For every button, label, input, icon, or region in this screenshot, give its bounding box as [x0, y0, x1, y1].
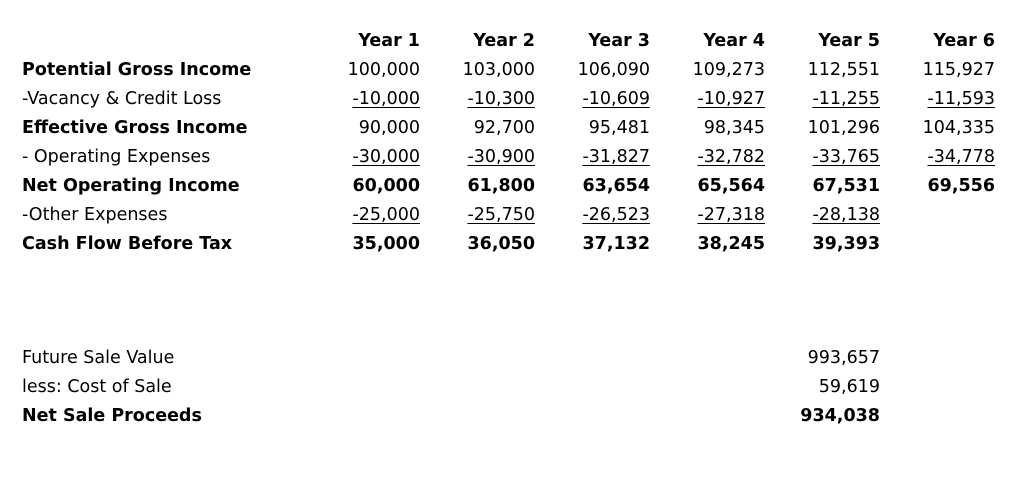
value-cell: 92,700	[473, 118, 535, 138]
value-text: -30,000	[352, 147, 420, 167]
row-label: Cash Flow Before Tax	[22, 234, 233, 254]
other-expenses-row	[0, 201, 1024, 230]
value-cell	[655, 85, 765, 114]
year-1-header: Year 1	[358, 31, 420, 51]
value-text: -33,765	[812, 147, 880, 167]
value-cell: 95,481	[588, 118, 650, 138]
value-cell	[425, 143, 535, 172]
year-3-header: Year 3	[588, 31, 650, 51]
value-text: -32,782	[697, 147, 765, 167]
row-label: -Vacancy & Credit Loss	[22, 89, 222, 109]
value-cell: 934,038	[800, 406, 880, 426]
value-cell	[885, 85, 995, 114]
value-cell	[655, 201, 765, 230]
value-text: -10,000	[352, 89, 420, 109]
value-cell: 98,345	[703, 118, 765, 138]
value-cell	[770, 201, 880, 230]
row-label: Net Operating Income	[22, 176, 240, 196]
value-text: -25,750	[467, 205, 535, 225]
net-sale-proceeds-row	[0, 402, 1024, 431]
value-text: -27,318	[697, 205, 765, 225]
value-cell: 36,050	[467, 234, 535, 254]
value-cell: 60,000	[352, 176, 420, 196]
value-text: -11,593	[927, 89, 995, 109]
year-2-header: Year 2	[473, 31, 535, 51]
value-cell: 67,531	[812, 176, 880, 196]
row-label: Future Sale Value	[22, 348, 175, 368]
value-cell: 63,654	[582, 176, 650, 196]
row-label: - Operating Expenses	[22, 147, 211, 167]
value-text: -10,300	[467, 89, 535, 109]
effective-gross-income-row	[0, 114, 1024, 143]
value-text: -10,609	[582, 89, 650, 109]
value-cell: 69,556	[927, 176, 995, 196]
value-cell: 59,619	[818, 377, 880, 397]
value-cell: 65,564	[697, 176, 765, 196]
value-text: -30,900	[467, 147, 535, 167]
value-text: -28,138	[812, 205, 880, 225]
potential-gross-income-row	[0, 56, 1024, 85]
value-text: -11,255	[812, 89, 880, 109]
vacancy-credit-loss-row	[0, 85, 1024, 114]
value-text: -34,778	[927, 147, 995, 167]
value-cell	[540, 201, 650, 230]
value-cell	[310, 143, 420, 172]
value-text: -26,523	[582, 205, 650, 225]
value-cell	[310, 201, 420, 230]
net-operating-income-row	[0, 172, 1024, 201]
value-cell: 112,551	[807, 60, 880, 80]
value-cell: 38,245	[697, 234, 765, 254]
value-text: -31,827	[582, 147, 650, 167]
value-cell: 90,000	[358, 118, 420, 138]
value-cell	[540, 85, 650, 114]
value-cell	[770, 143, 880, 172]
value-cell: 61,800	[467, 176, 535, 196]
row-label: less: Cost of Sale	[22, 377, 172, 397]
future-sale-value-row	[0, 344, 1024, 373]
value-cell	[655, 143, 765, 172]
value-cell	[770, 85, 880, 114]
value-cell: 100,000	[347, 60, 420, 80]
value-cell: 103,000	[462, 60, 535, 80]
row-label: Net Sale Proceeds	[22, 406, 202, 426]
value-cell: 101,296	[807, 118, 880, 138]
year-6-header: Year 6	[933, 31, 995, 51]
row-label: Effective Gross Income	[22, 118, 248, 138]
value-cell: 104,335	[922, 118, 995, 138]
row-label: Potential Gross Income	[22, 60, 252, 80]
header-row	[0, 27, 1024, 56]
value-cell: 35,000	[352, 234, 420, 254]
cash-flow-before-tax-row	[0, 230, 1024, 259]
value-cell: 39,393	[812, 234, 880, 254]
value-cell: 106,090	[577, 60, 650, 80]
value-cell: 115,927	[922, 60, 995, 80]
year-4-header: Year 4	[703, 31, 765, 51]
value-cell	[885, 143, 995, 172]
row-label: -Other Expenses	[22, 205, 168, 225]
value-cell	[425, 85, 535, 114]
value-cell: 109,273	[692, 60, 765, 80]
value-cell: 993,657	[807, 348, 880, 368]
cost-of-sale-row	[0, 373, 1024, 402]
value-text: -10,927	[697, 89, 765, 109]
value-cell	[310, 85, 420, 114]
operating-expenses-row	[0, 143, 1024, 172]
value-text: -25,000	[352, 205, 420, 225]
value-cell	[540, 143, 650, 172]
value-cell	[425, 201, 535, 230]
value-cell: 37,132	[582, 234, 650, 254]
year-5-header: Year 5	[818, 31, 880, 51]
